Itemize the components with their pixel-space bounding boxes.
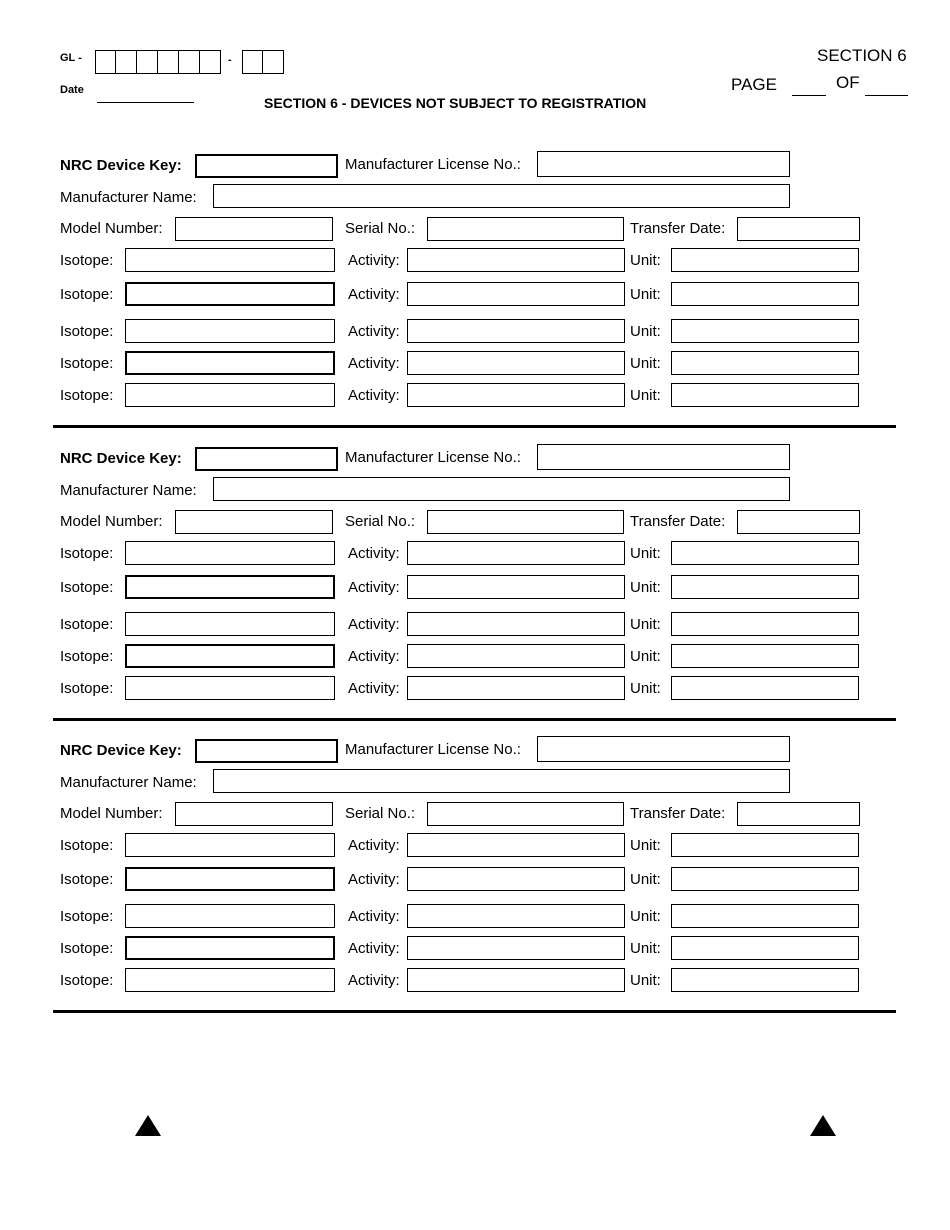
isotope-label: Isotope: xyxy=(60,648,114,665)
gl-number-field[interactable] xyxy=(95,50,221,74)
manufacturer-license-input-1[interactable] xyxy=(537,151,790,177)
isotope-input-2-3[interactable] xyxy=(125,612,335,636)
unit-label: Unit: xyxy=(630,355,661,372)
isotope-input-3-2[interactable] xyxy=(125,867,335,891)
unit-input-3-2[interactable] xyxy=(671,867,859,891)
isotope-input-1-2[interactable] xyxy=(125,282,335,306)
transfer-date-input-1[interactable] xyxy=(737,217,860,241)
manufacturer-license-label: Manufacturer License No.: xyxy=(345,741,521,758)
unit-label: Unit: xyxy=(630,680,661,697)
model-number-input-2[interactable] xyxy=(175,510,333,534)
triangle-marker-right xyxy=(810,1115,836,1136)
unit-label: Unit: xyxy=(630,837,661,854)
transfer-date-label: Transfer Date: xyxy=(630,805,726,822)
activity-label: Activity: xyxy=(348,286,400,303)
unit-input-3-5[interactable] xyxy=(671,968,859,992)
activity-input-1-3[interactable] xyxy=(407,319,625,343)
unit-label: Unit: xyxy=(630,648,661,665)
activity-input-1-2[interactable] xyxy=(407,282,625,306)
activity-input-2-3[interactable] xyxy=(407,612,625,636)
gl-digit-2[interactable] xyxy=(116,50,137,74)
nrc-device-key-input-1[interactable] xyxy=(195,154,338,178)
date-field[interactable] xyxy=(97,88,194,103)
isotope-input-2-5[interactable] xyxy=(125,676,335,700)
unit-input-2-1[interactable] xyxy=(671,541,859,565)
gl-digit-5[interactable] xyxy=(179,50,200,74)
unit-input-1-2[interactable] xyxy=(671,282,859,306)
unit-input-1-1[interactable] xyxy=(671,248,859,272)
isotope-label: Isotope: xyxy=(60,972,114,989)
manufacturer-name-input-1[interactable] xyxy=(213,184,790,208)
gl-digit-3[interactable] xyxy=(137,50,158,74)
isotope-input-3-1[interactable] xyxy=(125,833,335,857)
manufacturer-name-input-3[interactable] xyxy=(213,769,790,793)
isotope-input-3-5[interactable] xyxy=(125,968,335,992)
gl-suffix-digit-2[interactable] xyxy=(263,50,284,74)
page-title: SECTION 6 - DEVICES NOT SUBJECT TO REGISTRATION xyxy=(264,95,647,111)
gl-digit-1[interactable] xyxy=(95,50,116,74)
unit-input-1-5[interactable] xyxy=(671,383,859,407)
manufacturer-name-label: Manufacturer Name: xyxy=(60,189,197,206)
block-divider-2 xyxy=(53,718,896,721)
activity-input-2-2[interactable] xyxy=(407,575,625,599)
isotope-label: Isotope: xyxy=(60,680,114,697)
activity-label: Activity: xyxy=(348,680,400,697)
unit-input-3-3[interactable] xyxy=(671,904,859,928)
unit-label: Unit: xyxy=(630,616,661,633)
unit-label: Unit: xyxy=(630,940,661,957)
activity-label: Activity: xyxy=(348,387,400,404)
isotope-label: Isotope: xyxy=(60,545,114,562)
activity-label: Activity: xyxy=(348,579,400,596)
isotope-label: Isotope: xyxy=(60,908,114,925)
model-number-label: Model Number: xyxy=(60,513,163,530)
isotope-input-1-1[interactable] xyxy=(125,248,335,272)
serial-no-label: Serial No.: xyxy=(345,805,416,822)
activity-label: Activity: xyxy=(348,940,400,957)
activity-label: Activity: xyxy=(348,355,400,372)
isotope-label: Isotope: xyxy=(60,871,114,888)
manufacturer-license-input-2[interactable] xyxy=(537,444,790,470)
unit-input-2-3[interactable] xyxy=(671,612,859,636)
activity-label: Activity: xyxy=(348,323,400,340)
manufacturer-name-label: Manufacturer Name: xyxy=(60,482,197,499)
block-divider-3 xyxy=(53,1010,896,1013)
block-divider-1 xyxy=(53,425,896,428)
unit-input-2-2[interactable] xyxy=(671,575,859,599)
model-number-label: Model Number: xyxy=(60,220,163,237)
activity-input-1-1[interactable] xyxy=(407,248,625,272)
activity-label: Activity: xyxy=(348,908,400,925)
gl-suffix-field[interactable] xyxy=(242,50,284,74)
unit-input-1-3[interactable] xyxy=(671,319,859,343)
section-label: SECTION 6 xyxy=(817,46,907,65)
isotope-input-3-4[interactable] xyxy=(125,936,335,960)
unit-input-3-4[interactable] xyxy=(671,936,859,960)
transfer-date-input-2[interactable] xyxy=(737,510,860,534)
nrc-device-key-label: NRC Device Key: xyxy=(60,450,182,467)
activity-input-2-1[interactable] xyxy=(407,541,625,565)
isotope-label: Isotope: xyxy=(60,579,114,596)
triangle-marker-left xyxy=(135,1115,161,1136)
isotope-label: Isotope: xyxy=(60,837,114,854)
unit-label: Unit: xyxy=(630,972,661,989)
unit-label: Unit: xyxy=(630,579,661,596)
activity-label: Activity: xyxy=(348,972,400,989)
isotope-label: Isotope: xyxy=(60,286,114,303)
gl-dash: - xyxy=(228,54,232,66)
model-number-input-3[interactable] xyxy=(175,802,333,826)
manufacturer-name-input-2[interactable] xyxy=(213,477,790,501)
serial-no-input-1[interactable] xyxy=(427,217,624,241)
unit-label: Unit: xyxy=(630,323,661,340)
page-number-field[interactable] xyxy=(792,80,826,96)
activity-label: Activity: xyxy=(348,616,400,633)
transfer-date-input-3[interactable] xyxy=(737,802,860,826)
isotope-label: Isotope: xyxy=(60,252,114,269)
model-number-input-1[interactable] xyxy=(175,217,333,241)
serial-no-input-3[interactable] xyxy=(427,802,624,826)
gl-digit-4[interactable] xyxy=(158,50,179,74)
model-number-label: Model Number: xyxy=(60,805,163,822)
unit-label: Unit: xyxy=(630,545,661,562)
activity-input-3-4[interactable] xyxy=(407,936,625,960)
gl-label: GL - xyxy=(60,52,82,64)
activity-input-2-5[interactable] xyxy=(407,676,625,700)
activity-input-3-5[interactable] xyxy=(407,968,625,992)
isotope-input-1-3[interactable] xyxy=(125,319,335,343)
unit-label: Unit: xyxy=(630,252,661,269)
isotope-input-1-4[interactable] xyxy=(125,351,335,375)
gl-digit-6[interactable] xyxy=(200,50,221,74)
page-label: PAGE xyxy=(731,75,777,94)
serial-no-label: Serial No.: xyxy=(345,513,416,530)
gl-suffix-digit-1[interactable] xyxy=(242,50,263,74)
date-label: Date xyxy=(60,84,84,96)
transfer-date-label: Transfer Date: xyxy=(630,220,726,237)
isotope-input-2-1[interactable] xyxy=(125,541,335,565)
activity-label: Activity: xyxy=(348,837,400,854)
unit-label: Unit: xyxy=(630,908,661,925)
unit-label: Unit: xyxy=(630,387,661,404)
activity-label: Activity: xyxy=(348,871,400,888)
activity-input-3-3[interactable] xyxy=(407,904,625,928)
isotope-input-2-2[interactable] xyxy=(125,575,335,599)
nrc-device-key-label: NRC Device Key: xyxy=(60,742,182,759)
isotope-label: Isotope: xyxy=(60,355,114,372)
isotope-input-1-5[interactable] xyxy=(125,383,335,407)
manufacturer-license-label: Manufacturer License No.: xyxy=(345,449,521,466)
isotope-label: Isotope: xyxy=(60,387,114,404)
manufacturer-name-label: Manufacturer Name: xyxy=(60,774,197,791)
isotope-input-2-4[interactable] xyxy=(125,644,335,668)
activity-input-2-4[interactable] xyxy=(407,644,625,668)
activity-input-1-4[interactable] xyxy=(407,351,625,375)
unit-input-3-1[interactable] xyxy=(671,833,859,857)
serial-no-input-2[interactable] xyxy=(427,510,624,534)
manufacturer-license-input-3[interactable] xyxy=(537,736,790,762)
unit-input-2-5[interactable] xyxy=(671,676,859,700)
activity-label: Activity: xyxy=(348,252,400,269)
activity-label: Activity: xyxy=(348,545,400,562)
nrc-device-key-label: NRC Device Key: xyxy=(60,157,182,174)
activity-input-1-5[interactable] xyxy=(407,383,625,407)
unit-label: Unit: xyxy=(630,286,661,303)
unit-label: Unit: xyxy=(630,871,661,888)
isotope-input-3-3[interactable] xyxy=(125,904,335,928)
isotope-label: Isotope: xyxy=(60,616,114,633)
manufacturer-license-label: Manufacturer License No.: xyxy=(345,156,521,173)
nrc-device-key-input-3[interactable] xyxy=(195,739,338,763)
unit-input-2-4[interactable] xyxy=(671,644,859,668)
isotope-label: Isotope: xyxy=(60,323,114,340)
activity-label: Activity: xyxy=(348,648,400,665)
isotope-label: Isotope: xyxy=(60,940,114,957)
unit-input-1-4[interactable] xyxy=(671,351,859,375)
transfer-date-label: Transfer Date: xyxy=(630,513,726,530)
activity-input-3-1[interactable] xyxy=(407,833,625,857)
serial-no-label: Serial No.: xyxy=(345,220,416,237)
page-total-field[interactable] xyxy=(865,80,908,96)
of-label: OF xyxy=(836,73,860,92)
activity-input-3-2[interactable] xyxy=(407,867,625,891)
nrc-device-key-input-2[interactable] xyxy=(195,447,338,471)
